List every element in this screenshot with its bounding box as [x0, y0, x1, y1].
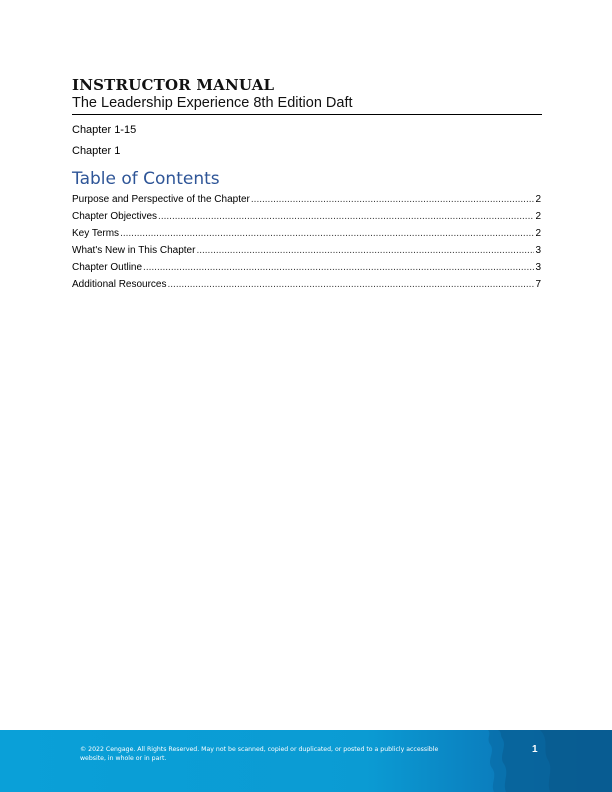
toc-leader-dots [143, 261, 534, 274]
footer-brush-decoration [480, 730, 612, 792]
copyright-notice [80, 745, 480, 763]
toc-entry[interactable] [72, 278, 541, 295]
book-title: The Leadership Experience 8th Edition Daft [72, 94, 542, 115]
chapter-range: Chapter 1-15 [72, 124, 137, 136]
toc-entry[interactable] [72, 261, 541, 278]
manual-title: INSTRUCTOR MANUAL [72, 76, 275, 94]
toc-leader-dots [158, 210, 534, 223]
copyright-line: website, in whole or in part. [80, 755, 167, 762]
toc-leader-dots [196, 244, 534, 257]
toc-entry-page: 7 [535, 279, 541, 290]
toc-entry-title: Chapter Objectives [72, 211, 158, 222]
document-header [72, 76, 542, 115]
toc-entry-page: 2 [535, 211, 541, 222]
toc-heading: Table of Contents [72, 169, 220, 189]
toc-entry[interactable] [72, 244, 541, 261]
table-of-contents [72, 193, 541, 295]
page-footer [0, 730, 612, 792]
toc-leader-dots [120, 227, 534, 240]
copyright-line: © 2022 Cengage. All Rights Reserved. May not be scanned, copied or duplicated, or posted to a publicly accessible [80, 746, 439, 753]
toc-entry-page: 3 [535, 245, 541, 256]
toc-entry-page: 3 [535, 262, 541, 273]
toc-entry-page: 2 [535, 194, 541, 205]
toc-leader-dots [251, 193, 535, 206]
toc-entry-title: Chapter Outline [72, 262, 143, 273]
chapter-info [72, 124, 136, 166]
page-number: 1 [532, 744, 538, 755]
toc-entry-title: Additional Resources [72, 279, 167, 290]
current-chapter: Chapter 1 [72, 145, 121, 157]
toc-entry-title: What's New in This Chapter [72, 245, 196, 256]
toc-leader-dots [168, 278, 535, 291]
toc-entry-title: Purpose and Perspective of the Chapter [72, 194, 250, 205]
toc-entry[interactable] [72, 227, 541, 244]
toc-entry-title: Key Terms [72, 228, 120, 239]
toc-entry-page: 2 [535, 228, 541, 239]
toc-entry[interactable] [72, 210, 541, 227]
toc-entry[interactable] [72, 193, 541, 210]
